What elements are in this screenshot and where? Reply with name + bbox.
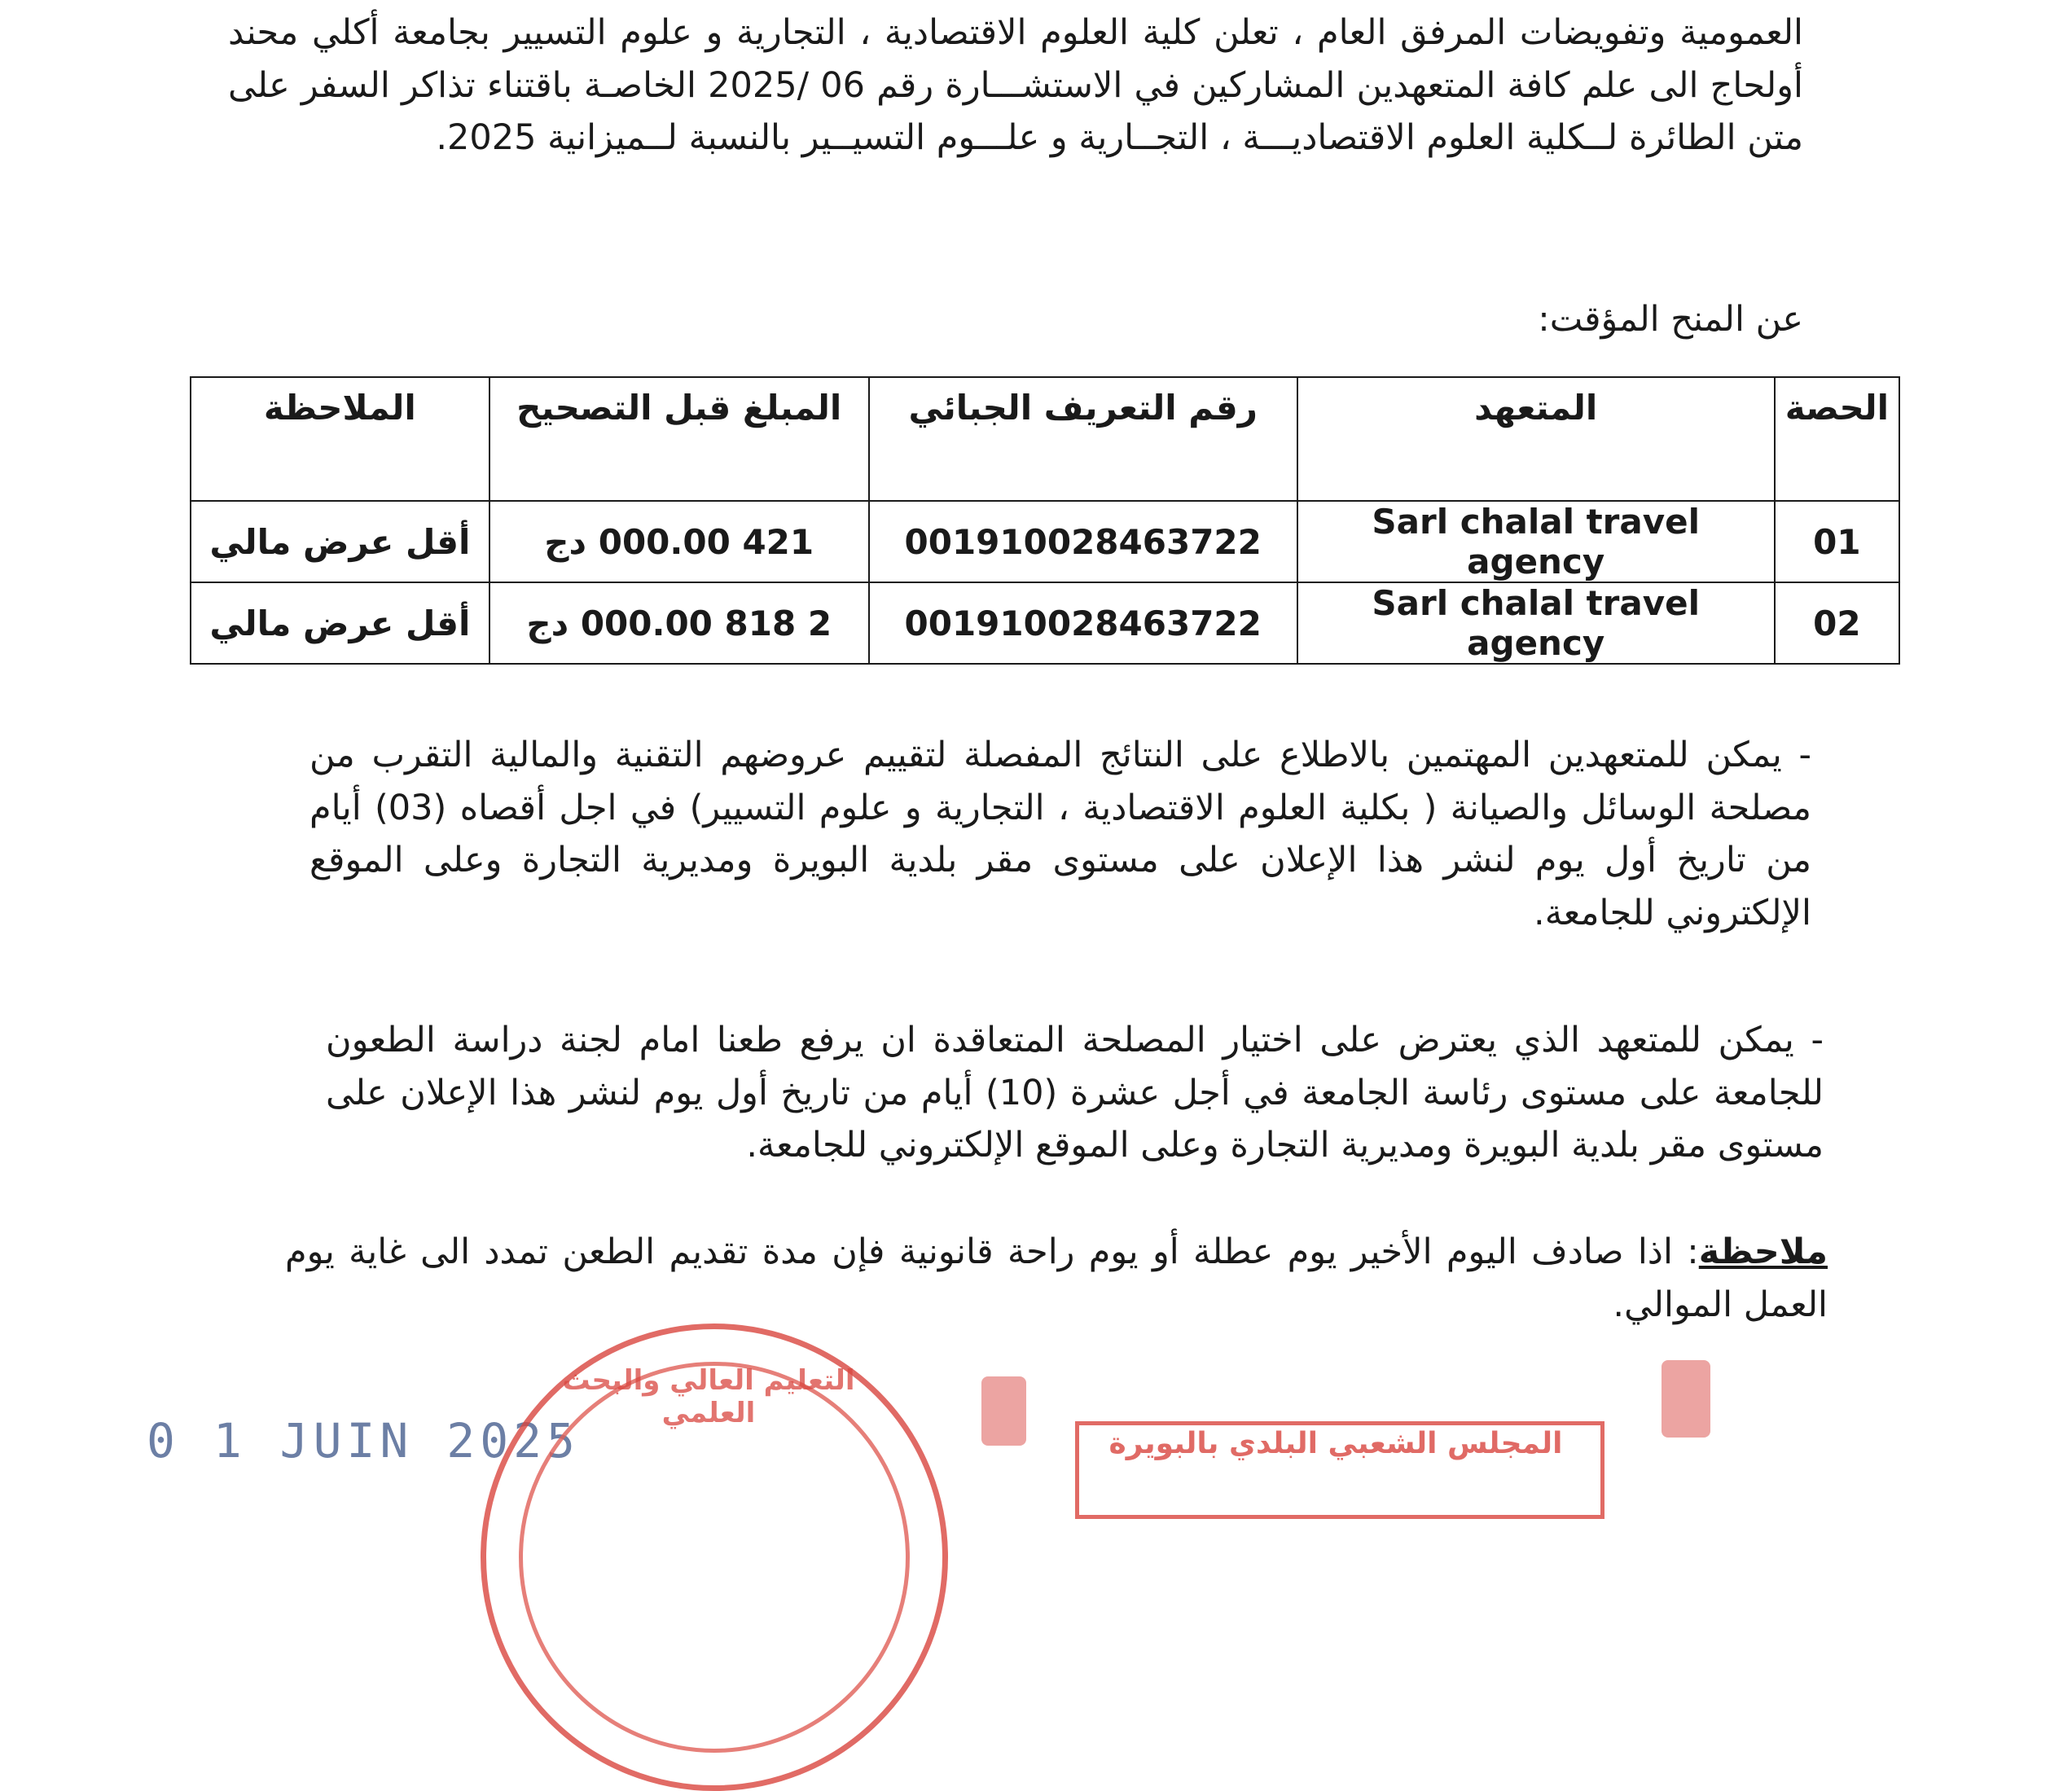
- date-stamp: 0 1 JUIN 2025: [147, 1413, 580, 1468]
- bidder-cell: Sarl chalal travel agency: [1297, 582, 1775, 664]
- results-table: [190, 376, 1900, 665]
- header-lot: الحصة: [1775, 377, 1899, 501]
- remark-cell: أقل عرض مالي: [191, 582, 489, 664]
- header-amount: المبلغ قبل التصحيح: [489, 377, 869, 501]
- intro-paragraph: العمومية وتفويضات المرفق العام ، تعلن كلية العلوم الاقتصادية ، التجارية و علوم التسيير بجامعة أكلي محند أولحاج الى علم كافة المتعهدين المشاركين في الاستشـــارة رقم 06 /2025 الخاصـة باقتناء تذاكر السفر على متن الطائرة لــكلية العلوم الاقتصاديـــة ، التجــارية و علـــوم التسيــير بالنسبة لــميزانية 2025.: [228, 12, 1803, 158]
- results-consultation-paragraph: - يمكن للمتعهدين المهتمين بالاطلاع على النتائج المفصلة لتقييم عروضهم التقنية والمالية التقرب من مصلحة الوسائل والصيانة ( بكلية العلوم الاقتصادية ، التجارية و علوم التسيير) في اجل أقصاه (03) أيام من تاريخ أول يوم لنشر هذا الإعلان على مستوى مقر بلدية البويرة ومديرية التجارة وعلى الموقع الإلكتروني للجامعة.: [309, 735, 1811, 933]
- note-label: ملاحظة: [1698, 1231, 1828, 1272]
- header-remark: الملاحظة: [191, 377, 489, 501]
- amount-cell: 421 000.00 دج: [489, 501, 869, 582]
- tax-id-cell: 001910028463722: [869, 501, 1297, 582]
- lot-cell: 02: [1775, 582, 1899, 664]
- note-paragraph: [285, 1226, 1828, 1331]
- stamp-blot: [1662, 1360, 1710, 1438]
- note-text: : اذا صادف اليوم الأخير يوم عطلة أو يوم راحة قانونية فإن مدة تقديم الطعن تمدد الى غاية يوم العمل الموالي.: [285, 1231, 1828, 1325]
- remark-cell: أقل عرض مالي: [191, 501, 489, 582]
- amount-cell: 2 818 000.00 دج: [489, 582, 869, 664]
- table-row: [191, 501, 1899, 582]
- header-bidder: المتعهد: [1297, 377, 1775, 501]
- tax-id-cell: 001910028463722: [869, 582, 1297, 664]
- round-stamp-text: التعليم العالي والبحث العلمي: [562, 1364, 855, 1429]
- municipal-stamp-text: المجلس الشعبي البلدي بالبويرة: [1108, 1427, 1563, 1460]
- header-tax-id: رقم التعريف الجبائي: [869, 377, 1297, 501]
- lot-cell: 01: [1775, 501, 1899, 582]
- stamp-blot: [981, 1376, 1026, 1446]
- table-header-row: [191, 377, 1899, 501]
- appeal-paragraph: - يمكن للمتعهد الذي يعترض على اختيار المصلحة المتعاقدة ان يرفع طعنا امام لجنة دراسة الطعون للجامعة على مستوى رئاسة الجامعة في أجل عشرة (10) أيام من تاريخ أول يوم لنشر هذا الإعلان على مستوى مقر بلدية البويرة ومديرية التجارة وعلى الموقع الإلكتروني للجامعة.: [326, 1020, 1824, 1165]
- bidder-cell: Sarl chalal travel agency: [1297, 501, 1775, 582]
- provisional-award-label: عن المنح المؤقت:: [1538, 299, 1803, 340]
- table-row: [191, 582, 1899, 664]
